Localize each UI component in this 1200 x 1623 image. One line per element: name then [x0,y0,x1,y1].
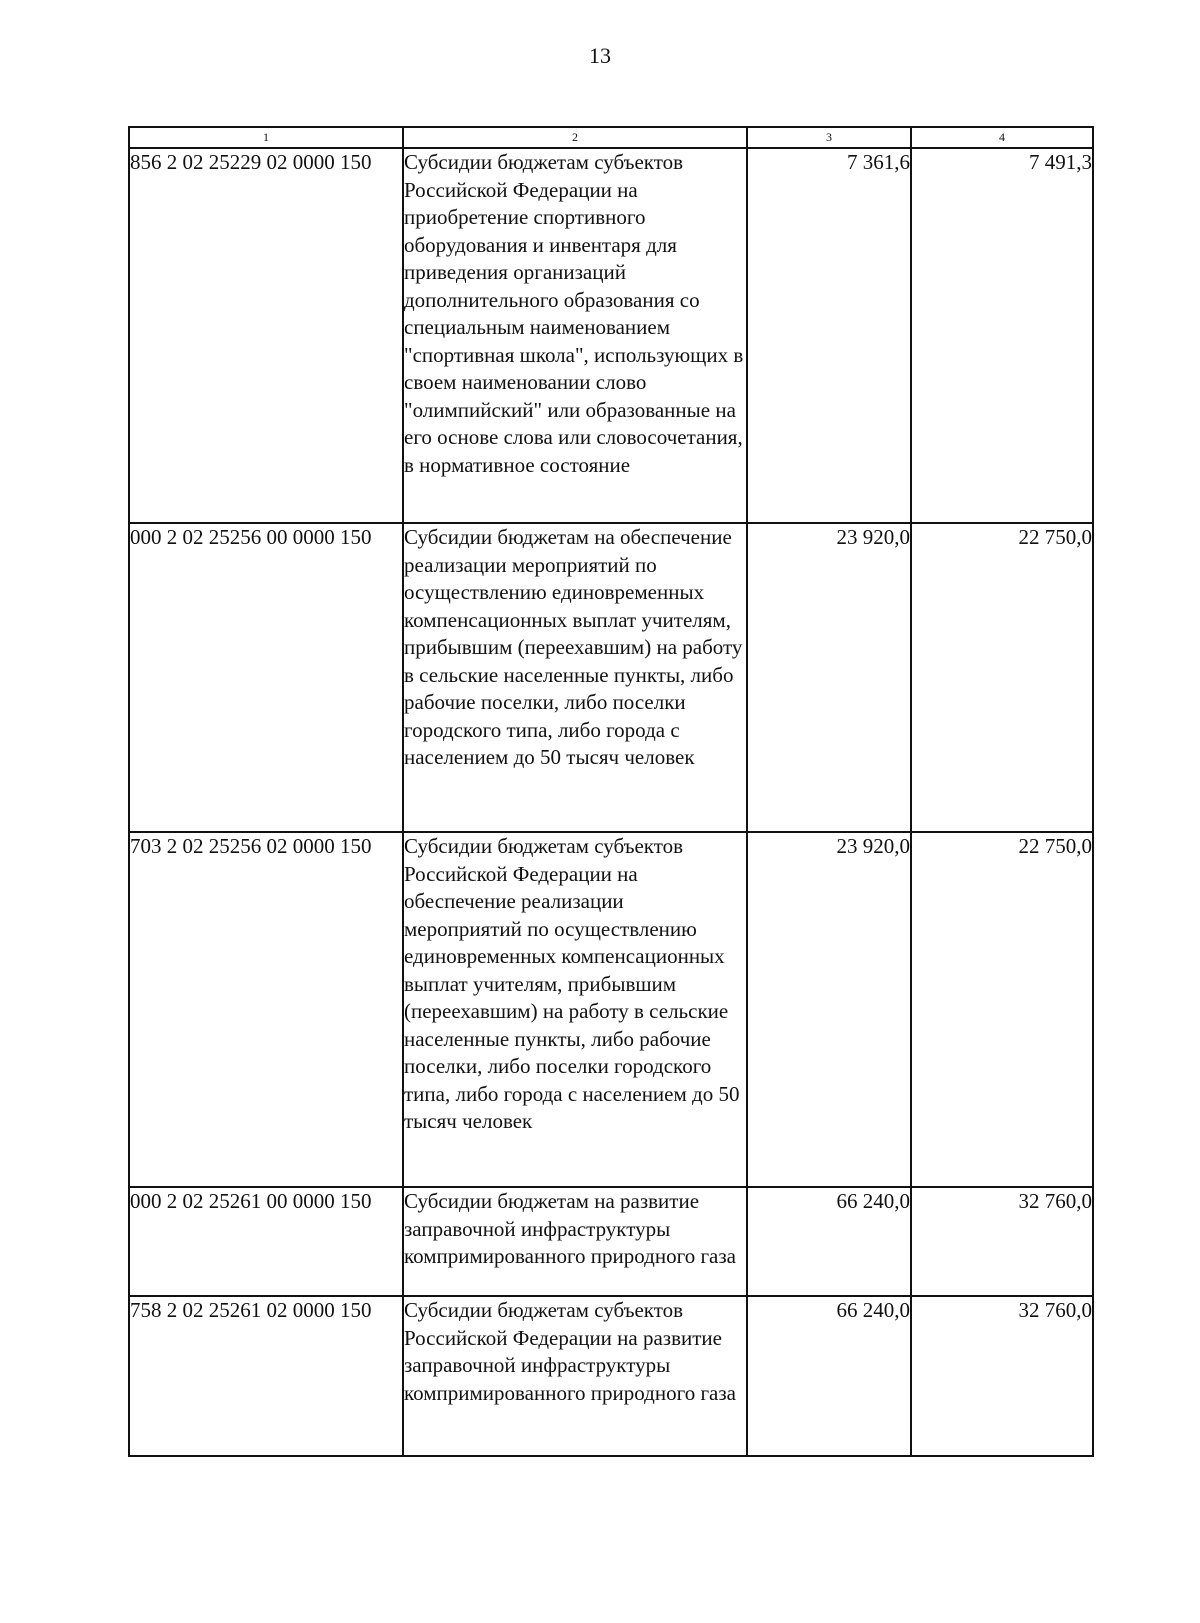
table-row [129,1187,1093,1296]
table-row [129,832,1093,1187]
amount-column-4-cell: 7 491,3 [911,148,1093,523]
description-cell: Субсидии бюджетам субъектов Российской Федерации на развитие заправочной инфраструктуры компримированного природного газа [403,1296,747,1456]
amount-column-3-cell: 23 920,0 [747,523,911,832]
amount-column-4-cell: 22 750,0 [911,832,1093,1187]
column-number-4: 4 [911,127,1093,148]
column-number-row [129,127,1093,148]
budget-code-cell: 856 2 02 25229 02 0000 150 [129,148,403,523]
budget-code-cell: 758 2 02 25261 02 0000 150 [129,1296,403,1456]
amount-column-3-cell: 7 361,6 [747,148,911,523]
budget-code-cell: 000 2 02 25256 00 0000 150 [129,523,403,832]
table-row [129,523,1093,832]
description-cell: Субсидии бюджетам субъектов Российской Федерации на обеспечение реализации мероприятий по осуществлению единовременных компенсационных выплат учителям, прибывшим (переехавшим) на работу в сельские населенные пункты, либо рабочие поселки, либо поселки городского типа, либо города с населением до 50 тысяч человек [403,832,747,1187]
description-cell: Субсидии бюджетам субъектов Российской Федерации на приобретение спортивного оборудования и инвентаря для приведения организаций дополнительного образования со специальным наименованием "спортивная школа", использующих в своем наименовании слово "олимпийский" или образованные на его основе слова или словосочетания, в нормативное состояние [403,148,747,523]
page-number: 13 [589,43,611,68]
amount-column-4-cell: 32 760,0 [911,1296,1093,1456]
amount-column-4-cell: 32 760,0 [911,1187,1093,1296]
table-row [129,148,1093,523]
budget-code-cell: 703 2 02 25256 02 0000 150 [129,832,403,1187]
description-cell: Субсидии бюджетам на обеспечение реализации мероприятий по осуществлению единовременных компенсационных выплат учителям, прибывшим (переехавшим) на работу в сельские населенные пункты, либо рабочие поселки, либо поселки городского типа, либо города с населением до 50 тысяч человек [403,523,747,832]
table-row [129,1296,1093,1456]
amount-column-3-cell: 23 920,0 [747,832,911,1187]
amount-column-3-cell: 66 240,0 [747,1296,911,1456]
column-number-3: 3 [747,127,911,148]
amount-column-3-cell: 66 240,0 [747,1187,911,1296]
column-number-1: 1 [129,127,403,148]
amount-column-4-cell: 22 750,0 [911,523,1093,832]
column-number-2: 2 [403,127,747,148]
description-cell: Субсидии бюджетам на развитие заправочной инфраструктуры компримированного природного газа [403,1187,747,1296]
budget-code-cell: 000 2 02 25261 00 0000 150 [129,1187,403,1296]
budget-table [128,126,1094,1457]
